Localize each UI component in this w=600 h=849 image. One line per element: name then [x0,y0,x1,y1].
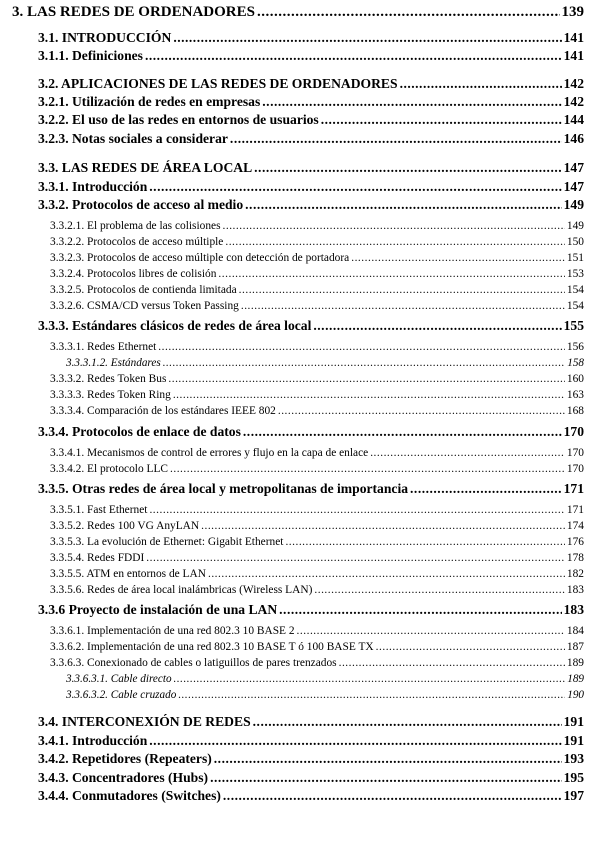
toc-entry[interactable] [50,300,584,312]
toc-entry-title: 3.4.1. Introducción [38,733,148,748]
toc-entry-page: 178 [566,552,584,564]
dot-leader [210,770,562,786]
toc-entry[interactable] [50,341,584,353]
dot-leader [245,197,561,213]
toc-entry-page: 176 [566,536,584,548]
toc-entry-title: 3.2. APLICACIONES DE LAS REDES DE ORDENADORES [38,76,398,91]
dot-leader [225,236,565,248]
dot-leader [241,300,565,312]
toc-entry-title: 3.3.4.2. El protocolo LLC [50,463,169,475]
toc-entry-title: 3.3.3.2. Redes Token Bus [50,373,167,385]
toc-entry[interactable] [50,520,584,532]
toc-entry[interactable] [50,463,584,475]
dot-leader [351,252,565,264]
toc-entry-page: 141 [563,48,584,63]
toc-entry-title: 3.3.2.4. Protocolos libres de colisión [50,268,217,280]
toc-entry-page: 154 [566,300,584,312]
toc-entry-title: 3.3.1. Introducción [38,179,148,194]
dot-leader [173,30,561,46]
toc-entry[interactable] [38,318,584,334]
toc-entry-page: 170 [566,463,584,475]
dot-leader [339,657,565,669]
toc-entry-page: 147 [563,179,584,194]
toc-entry-title: 3. LAS REDES DE ORDENADORES [12,4,255,20]
toc-entry[interactable] [38,48,584,64]
toc-entry[interactable] [38,112,584,128]
toc-entry[interactable] [38,131,584,147]
toc-entry-page: 168 [566,405,584,417]
toc-entry-title: 3.4.4. Conmutadores (Switches) [38,788,221,803]
toc-entry[interactable] [50,584,584,596]
toc-entry[interactable] [38,179,584,195]
toc-entry[interactable] [38,751,584,767]
toc-entry[interactable] [38,733,584,749]
toc-entry-title: 3.3.5.4. Redes FDDI [50,552,145,564]
toc-entry-page: 163 [566,389,584,401]
toc-entry-page: 149 [563,197,584,212]
toc-entry-page: 183 [566,584,584,596]
dot-leader [279,602,561,618]
toc-entry[interactable] [38,197,584,213]
toc-entry[interactable] [50,568,584,580]
dot-leader [223,788,562,804]
toc-entry[interactable] [38,770,584,786]
dot-leader [214,751,562,767]
toc-entry-title: 3.3.5.6. Redes de área local inalámbricas (Wireless LAN) [50,584,313,596]
toc-entry[interactable] [38,602,584,618]
toc-entry-title: 3.3.3.4. Comparación de los estándares IEEE 802 [50,405,276,417]
toc-entry[interactable] [50,373,584,385]
toc-entry-title: 3.3.4. Protocolos de enlace de datos [38,424,241,439]
dot-leader [163,357,566,369]
toc-entry-page: 147 [563,160,584,175]
toc-entry[interactable] [50,641,584,653]
dot-leader [410,481,562,497]
toc-entry[interactable] [50,536,584,548]
toc-entry-page: 154 [566,284,584,296]
toc-entry[interactable] [50,405,584,417]
toc-entry-title: 3.3.2.2. Protocolos de acceso múltiple [50,236,224,248]
dot-leader [278,405,565,417]
toc-entry-page: 197 [563,788,584,803]
toc-entry-title: 3.4.3. Concentradores (Hubs) [38,770,209,785]
toc-entry-title: 3.3.3. Estándares clásicos de redes de área local [38,318,312,333]
toc-entry-title: 3.2.3. Notas sociales a considerar [38,131,228,146]
toc-entry[interactable] [38,76,584,92]
toc-entry-title: 3.4.2. Repetidores (Repeaters) [38,751,212,766]
toc-entry[interactable] [38,788,584,804]
toc-entry-title: 3.3.5. Otras redes de área local y metropolitanas de importancia [38,481,409,496]
toc-entry-title: 3.3.6.3. Conexionado de cables o latiguillos de pares trenzados [50,657,337,669]
toc-entry-title: 3.3. LAS REDES DE ÁREA LOCAL [38,160,253,175]
toc-entry-title: 3.2.1. Utilización de redes en empresas [38,94,261,109]
toc-entry-page: 182 [566,568,584,580]
toc-entry-title: 3.1. INTRODUCCIÓN [38,30,172,45]
toc-entry-title: 3.3.2.5. Protocolos de contienda limitada [50,284,237,296]
toc-entry-title: 3.1.1. Definiciones [38,48,143,63]
toc-entry-title: 3.3.3.1.2. Estándares [66,357,161,369]
toc-entry-title: 3.3.6.1. Implementación de una red 802.3 10 BASE 2 [50,625,295,637]
toc-entry-title: 3.3.5.3. La evolución de Ethernet: Gigabit Ethernet [50,536,284,548]
toc-entry-title: 3.3.2.6. CSMA/CD versus Token Passing [50,300,239,312]
toc-entry[interactable] [38,30,584,46]
dot-leader [145,48,562,64]
dot-leader [297,625,565,637]
toc-entry[interactable] [50,389,584,401]
dot-leader [254,160,561,176]
toc-entry-title: 3.3.3.1. Redes Ethernet [50,341,157,353]
toc-entry-page: 142 [563,76,584,91]
toc-entry-title: 3.3.5.1. Fast Ethernet [50,504,148,516]
toc-entry-page: 151 [566,252,584,264]
toc-entry-page: 195 [563,770,584,785]
dot-leader [149,179,561,195]
toc-entry[interactable] [50,447,584,459]
dot-leader [149,733,561,749]
toc-entry-title: 3.3.2.3. Protocolos de acceso múltiple con detección de portadora [50,252,350,264]
dot-leader [223,220,565,232]
dot-leader [168,373,565,385]
dot-leader [158,341,565,353]
toc-entry-page: 142 [563,94,584,109]
toc-entry-page: 156 [566,341,584,353]
toc-entry-page: 183 [563,602,584,617]
toc-entry-page: 191 [563,733,584,748]
toc-entry[interactable] [50,625,584,637]
toc-entry-title: 3.3.2.1. El problema de las colisiones [50,220,221,232]
toc-entry[interactable] [50,657,584,669]
toc-entry[interactable] [38,424,584,440]
toc-entry-page: 153 [566,268,584,280]
dot-leader [314,584,565,596]
dot-leader [257,4,560,21]
toc-entry[interactable] [66,673,584,685]
dot-leader [178,689,565,701]
toc-entry-page: 189 [566,657,584,669]
toc-entry-page: 150 [566,236,584,248]
toc-entry-page: 187 [566,641,584,653]
dot-leader [370,447,565,459]
toc-entry-page: 184 [566,625,584,637]
toc-entry[interactable] [50,220,584,232]
toc-entry-page: 193 [563,751,584,766]
dot-leader [321,112,562,128]
toc-entry[interactable] [66,689,584,701]
toc-entry-title: 3.3.5.2. Redes 100 VG AnyLAN [50,520,200,532]
toc-entry-page: 155 [563,318,584,333]
dot-leader [243,424,562,440]
dot-leader [218,268,564,280]
dot-leader [174,673,566,685]
toc-entry-title: 3.3.4.1. Mecanismos de control de errores y flujo en la capa de enlace [50,447,369,459]
toc-entry[interactable] [50,268,584,280]
toc-entry[interactable] [38,481,584,497]
dot-leader [262,94,561,110]
toc-entry[interactable] [38,94,584,110]
dot-leader [230,131,562,147]
toc-entry[interactable] [12,4,584,21]
toc-entry-title: 3.4. INTERCONEXIÓN DE REDES [38,714,251,729]
toc-entry-title: 3.3.2. Protocolos de acceso al medio [38,197,244,212]
toc-entry-page: 160 [566,373,584,385]
toc-entry-page: 171 [563,481,584,496]
toc-entry[interactable] [50,284,584,296]
toc-entry-title: 3.3.6.3.1. Cable directo [66,673,172,685]
toc-entry-title: 3.3.6.3.2. Cable cruzado [66,689,177,701]
dot-leader [149,504,564,516]
toc-entry-page: 191 [563,714,584,729]
toc-entry[interactable] [50,252,584,264]
dot-leader [313,318,561,334]
toc-entry-page: 190 [567,689,584,701]
toc-entry-page: 171 [566,504,584,516]
toc-entry-title: 3.3.6 Proyecto de instalación de una LAN [38,602,278,617]
dot-leader [173,389,565,401]
dot-leader [285,536,564,548]
dot-leader [239,284,565,296]
dot-leader [253,714,562,730]
dot-leader [376,641,565,653]
toc-entry[interactable] [38,714,584,730]
toc-entry-page: 170 [563,424,584,439]
dot-leader [208,568,565,580]
toc-entry-page: 174 [566,520,584,532]
toc-entry[interactable] [38,160,584,176]
toc-entry[interactable] [66,357,584,369]
dot-leader [201,520,565,532]
toc-entry-page: 141 [563,30,584,45]
toc-entry[interactable] [50,504,584,516]
toc-entry-page: 170 [566,447,584,459]
toc-entry-page: 139 [561,4,584,20]
dot-leader [400,76,562,92]
toc-entry-title: 3.3.3.3. Redes Token Ring [50,389,171,401]
toc-entry-title: 3.2.2. El uso de las redes en entornos de usuarios [38,112,319,127]
toc-entry-page: 189 [567,673,584,685]
toc-entry[interactable] [50,552,584,564]
dot-leader [146,552,565,564]
toc-entry-page: 149 [566,220,584,232]
toc-entry-title: 3.3.6.2. Implementación de una red 802.3 10 BASE T ó 100 BASE TX [50,641,374,653]
dot-leader [170,463,565,475]
toc-entry-page: 144 [563,112,584,127]
toc-entry-page: 146 [563,131,584,146]
toc-entry[interactable] [50,236,584,248]
toc-entry-title: 3.3.5.5. ATM en entornos de LAN [50,568,206,580]
toc-entry-page: 158 [567,357,584,369]
